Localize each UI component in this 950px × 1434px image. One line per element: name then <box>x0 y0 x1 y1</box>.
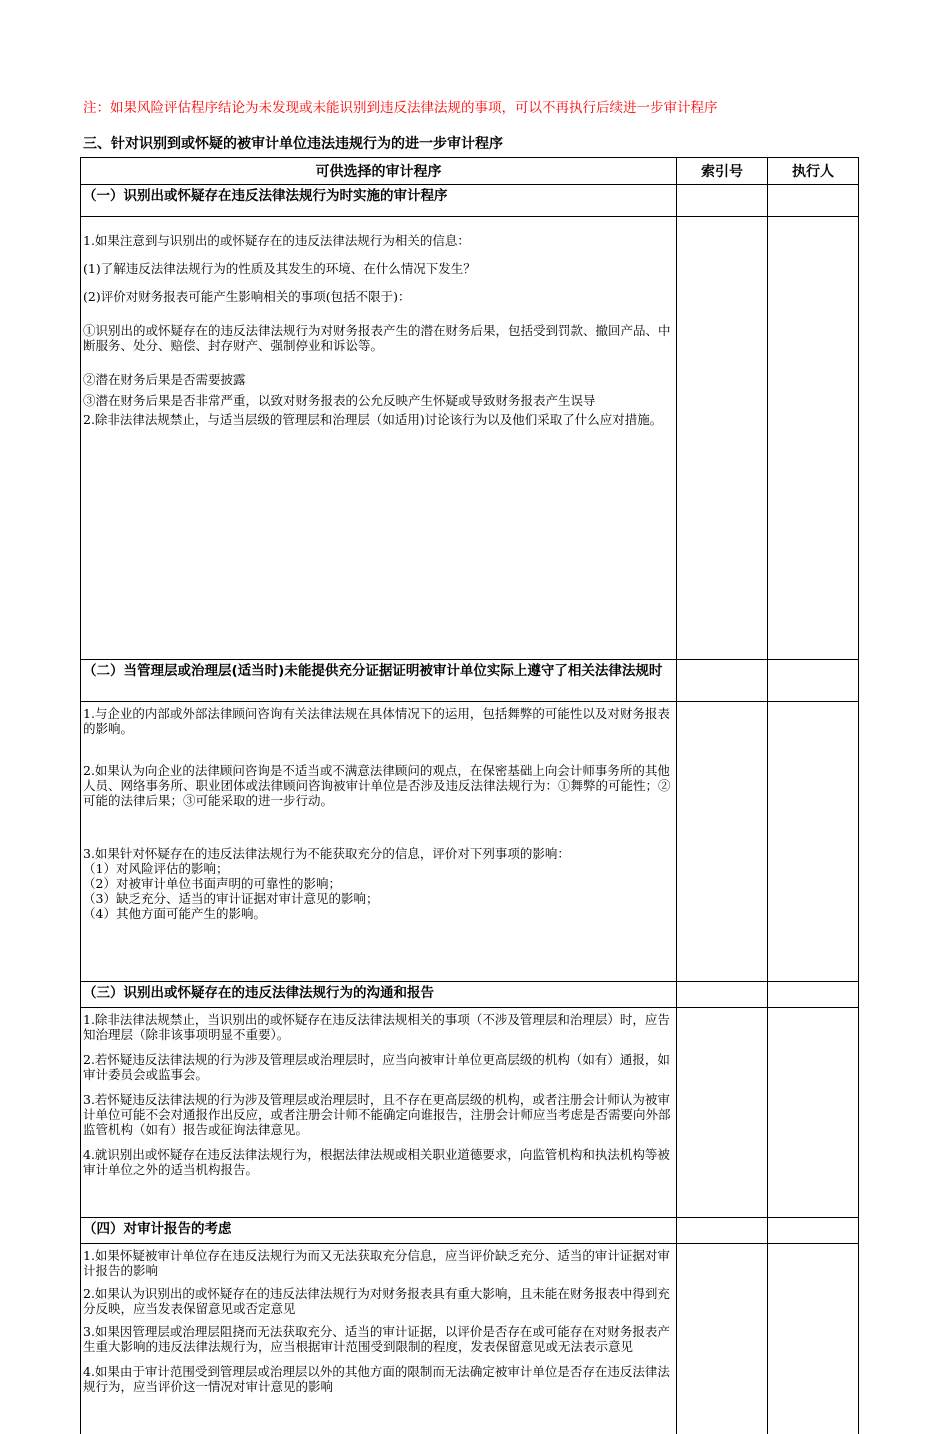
section-row <box>81 185 859 217</box>
procedure-text: 1.如果怀疑被审计单位存在违反法规行为而又无法获取充分信息，应当评价缺乏充分、适当的审计证据对审计报告的影响 <box>83 1248 670 1278</box>
table-row <box>81 217 859 660</box>
procedure-text: 1.除非法律法规禁止，当识别出的或怀疑存在违反法律法规相关的事项（不涉及管理层和治理层）时，应告知治理层（除非该事项明显不重要）。 <box>83 1012 670 1042</box>
procedure-text: 2.如果认为向企业的法律顾问咨询是不适当或不满意法律顾问的观点，在保密基础上向会计师事务所的其他人员、网络事务所、职业团体或法律顾问咨询被审计单位是否涉及违反法律法规行为：①舞弊的可能性；②可能的法律后果；③可能采取的进一步行动。 <box>83 763 671 808</box>
table-row <box>81 1008 859 1218</box>
executor-cell[interactable] <box>768 660 859 702</box>
procedure-text: (1)了解违反法律法规行为的性质及其发生的环境、在什么情况下发生？ <box>83 261 476 276</box>
table-header-row <box>81 158 859 185</box>
procedure-cell <box>81 702 677 982</box>
index-cell[interactable] <box>677 982 768 1008</box>
executor-cell[interactable] <box>768 982 859 1008</box>
section-title: （四）对审计报告的考虑 <box>81 1218 677 1244</box>
section-row <box>81 660 859 702</box>
procedure-cell <box>81 1008 677 1218</box>
section-title: （二）当管理层或治理层(适当时)未能提供充分证据证明被审计单位实际上遵守了相关法律法规时 <box>81 660 677 702</box>
procedure-text: 3.如果针对怀疑存在的违反法律法规行为不能获取充分的信息，评价对下列事项的影响： <box>83 846 570 861</box>
procedure-text: ②潜在财务后果是否需要披露 <box>83 372 246 387</box>
procedure-text: （1）对风险评估的影响； <box>83 861 229 876</box>
procedure-text: 1.如果注意到与识别出的或怀疑存在的违反法律法规行为相关的信息： <box>83 233 470 248</box>
procedure-text: （4）其他方面可能产生的影响。 <box>83 906 266 921</box>
executor-cell[interactable] <box>768 185 859 217</box>
table-row <box>81 702 859 982</box>
procedure-text: 3.如果因管理层或治理层阻挠而无法获取充分、适当的审计证据，以评价是否存在或可能存在对财务报表产生重大影响的违反法律法规行为，应当根据审计范围受到限制的程度，发表保留意见或无法表示意见 <box>83 1324 670 1354</box>
executor-cell[interactable] <box>768 1218 859 1244</box>
audit-procedure-table <box>80 157 859 1434</box>
procedure-text: (2)评价对财务报表可能产生影响相关的事项(包括不限于)： <box>83 289 411 304</box>
procedure-text: 1.与企业的内部或外部法律顾问咨询有关法律法规在具体情况下的运用，包括舞弊的可能性以及对财务报表的影响。 <box>83 706 670 736</box>
index-cell[interactable] <box>677 217 768 660</box>
procedure-text: ③潜在财务后果是否非常严重，以致对财务报表的公允反映产生怀疑或导致财务报表产生误导 <box>83 393 596 408</box>
procedure-cell <box>81 217 677 660</box>
executor-cell[interactable] <box>768 1244 859 1434</box>
note-text: 注：如果风险评估程序结论为未发现或未能识别到违反法律法规的事项，可以不再执行后续进一步审计程序 <box>83 100 718 116</box>
index-cell[interactable] <box>677 1008 768 1218</box>
procedure-text: 3.若怀疑违反法律法规的行为涉及管理层或治理层时，且不存在更高层级的机构，或者注册会计师认为被审计单位可能不会对通报作出反应，或者注册会计师不能确定向谁报告，注册会计师应当考虑是否需要向外部监管机构（如有）报告或征询法律意见。 <box>83 1092 671 1137</box>
index-cell[interactable] <box>677 1244 768 1434</box>
procedure-text: ①识别出的或怀疑存在的违反法律法规行为对财务报表产生的潜在财务后果，包括受到罚款、撤回产品、中断服务、处分、赔偿、封存财产、强制停业和诉讼等。 <box>83 323 671 353</box>
index-cell[interactable] <box>677 702 768 982</box>
procedure-text: 4.如果由于审计范围受到管理层或治理层以外的其他方面的限制而无法确定被审计单位是否存在违反法律法规行为，应当评价这一情况对审计意见的影响 <box>83 1364 670 1394</box>
executor-cell[interactable] <box>768 1008 859 1218</box>
procedure-text: 2.除非法律法规禁止，与适当层级的管理层和治理层（如适用)讨论该行为以及他们采取了什么应对措施。 <box>83 412 663 427</box>
index-cell[interactable] <box>677 660 768 702</box>
index-cell[interactable] <box>677 1218 768 1244</box>
section-row <box>81 1218 859 1244</box>
section-heading: 三、针对识别到或怀疑的被审计单位违法违规行为的进一步审计程序 <box>83 136 503 152</box>
procedure-cell <box>81 1244 677 1434</box>
procedure-text: （3）缺乏充分、适当的审计证据对审计意见的影响； <box>83 891 379 906</box>
section-title: （一）识别出或怀疑存在违反法律法规行为时实施的审计程序 <box>81 185 677 217</box>
header-index: 索引号 <box>677 158 768 185</box>
executor-cell[interactable] <box>768 702 859 982</box>
table-row <box>81 1244 859 1434</box>
section-row <box>81 982 859 1008</box>
procedure-text: （2）对被审计单位书面声明的可靠性的影响； <box>83 876 341 891</box>
index-cell[interactable] <box>677 185 768 217</box>
procedure-text: 4.就识别出或怀疑存在违反法律法规行为，根据法律法规或相关职业道德要求，向监管机构和执法机构等被审计单位之外的适当机构报告。 <box>83 1147 670 1177</box>
header-procedure: 可供选择的审计程序 <box>81 158 677 185</box>
procedure-text: 2.如果认为识别出的或怀疑存在的违反法律法规行为对财务报表具有重大影响，且未能在财务报表中得到充分反映，应当发表保留意见或否定意见 <box>83 1286 670 1316</box>
section-title: （三）识别出或怀疑存在的违反法律法规行为的沟通和报告 <box>81 982 677 1008</box>
header-executor: 执行人 <box>768 158 859 185</box>
procedure-text: 2.若怀疑违反法律法规的行为涉及管理层或治理层时，应当向被审计单位更高层级的机构（如有）通报，如审计委员会或监事会。 <box>83 1052 670 1082</box>
executor-cell[interactable] <box>768 217 859 660</box>
